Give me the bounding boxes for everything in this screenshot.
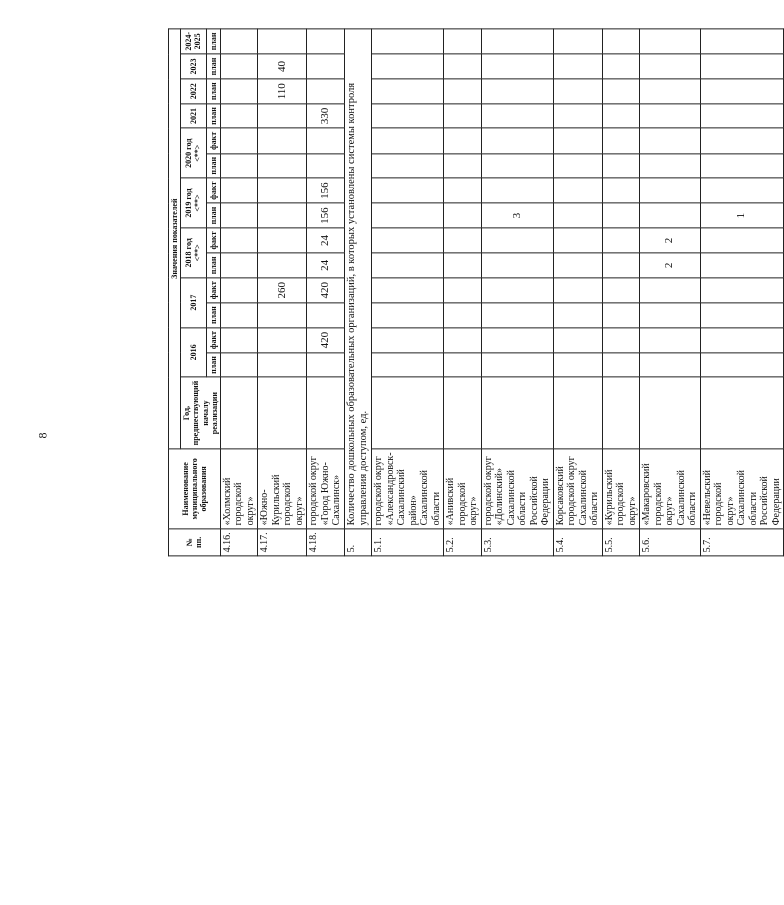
value-cell: 40: [258, 54, 307, 79]
value-cell: [220, 104, 258, 129]
header-year: 2016: [181, 328, 206, 378]
value-cell: [307, 128, 345, 153]
value-cell: [602, 228, 640, 253]
value-cell: [553, 303, 602, 328]
row-number: 5.3.: [481, 529, 553, 556]
value-cell: [372, 278, 444, 303]
value-cell: [640, 278, 701, 303]
value-cell: [220, 128, 258, 153]
value-cell: [444, 178, 482, 203]
indicators-table: [168, 28, 784, 556]
header-year: 2021: [181, 104, 206, 129]
value-cell: [602, 178, 640, 203]
value-cell: [444, 29, 482, 55]
value-cell: [640, 328, 701, 353]
value-cell: [481, 278, 553, 303]
header-plan: план: [206, 104, 220, 129]
value-cell: [553, 104, 602, 129]
section-title: Количество дошкольных образовательных организаций, в которых установлены системы контроля управления доступом, ед.: [344, 29, 371, 529]
value-cell: [481, 377, 553, 449]
header-year: 2017: [181, 278, 206, 328]
table-row: [307, 29, 345, 556]
value-cell: [444, 377, 482, 449]
value-cell: [220, 328, 258, 353]
table-row: [700, 29, 784, 556]
value-cell: [602, 377, 640, 449]
value-cell: [481, 128, 553, 153]
value-cell: [553, 178, 602, 203]
value-cell: 1: [700, 203, 784, 228]
value-cell: [640, 377, 701, 449]
value-cell: [307, 303, 345, 328]
value-cell: [258, 128, 307, 153]
value-cell: [372, 29, 444, 55]
value-cell: [258, 228, 307, 253]
header-plan: план: [206, 54, 220, 79]
header-plan: план: [206, 303, 220, 328]
value-cell: [258, 328, 307, 353]
value-cell: [602, 328, 640, 353]
value-cell: [640, 178, 701, 203]
value-cell: [553, 328, 602, 353]
value-cell: [700, 153, 784, 178]
header-fact: факт: [206, 128, 220, 153]
value-cell: [700, 228, 784, 253]
value-cell: [258, 377, 307, 449]
header-name: Наименование муниципального образования: [169, 449, 221, 529]
value-cell: [700, 303, 784, 328]
value-cell: [220, 29, 258, 55]
value-cell: [444, 203, 482, 228]
header-fact: факт: [206, 328, 220, 353]
value-cell: 110: [258, 79, 307, 104]
value-cell: [372, 203, 444, 228]
value-cell: [444, 328, 482, 353]
value-cell: [700, 104, 784, 129]
municipality-name: «Невельский городской округ» Сахалинской области Российской Федерации: [700, 449, 784, 529]
value-cell: [258, 203, 307, 228]
table-row: [220, 29, 258, 556]
value-cell: [640, 79, 701, 104]
value-cell: [553, 203, 602, 228]
table-row: [602, 29, 640, 556]
value-cell: [481, 328, 553, 353]
header-plan: план: [206, 253, 220, 278]
header-year: 2023: [181, 54, 206, 79]
value-cell: [372, 328, 444, 353]
value-cell: [700, 29, 784, 55]
municipality-name: «Холмский городской округ»: [220, 449, 258, 529]
value-cell: 420: [307, 278, 345, 303]
value-cell: [220, 303, 258, 328]
header-year: 2020 год <**>: [181, 128, 206, 178]
value-cell: [602, 128, 640, 153]
value-cell: [258, 153, 307, 178]
value-cell: [700, 278, 784, 303]
value-cell: 156: [307, 203, 345, 228]
value-cell: [372, 377, 444, 449]
value-cell: [444, 153, 482, 178]
municipality-name: «Курильский городской округ»: [602, 449, 640, 529]
section-row: [344, 29, 371, 556]
value-cell: [444, 54, 482, 79]
value-cell: [481, 303, 553, 328]
value-cell: [258, 104, 307, 129]
value-cell: [372, 79, 444, 104]
value-cell: [602, 79, 640, 104]
value-cell: [481, 104, 553, 129]
municipality-name: городской округ «Александровск-Сахалинский район» Сахалинской области: [372, 449, 444, 529]
value-cell: 2: [640, 228, 701, 253]
value-cell: [307, 54, 345, 79]
table-body: [220, 29, 783, 556]
value-cell: [220, 178, 258, 203]
value-cell: [220, 203, 258, 228]
value-cell: [553, 253, 602, 278]
value-cell: [220, 353, 258, 378]
value-cell: [444, 104, 482, 129]
value-cell: [258, 178, 307, 203]
value-cell: 24: [307, 228, 345, 253]
value-cell: 260: [258, 278, 307, 303]
value-cell: [481, 153, 553, 178]
value-cell: [444, 353, 482, 378]
value-cell: [602, 153, 640, 178]
value-cell: [700, 79, 784, 104]
row-number: 4.17.: [258, 529, 307, 556]
header-year: 2022: [181, 79, 206, 104]
value-cell: [220, 278, 258, 303]
row-number: 5.7.: [700, 529, 784, 556]
value-cell: [220, 228, 258, 253]
header-fact: факт: [206, 178, 220, 203]
value-cell: [553, 353, 602, 378]
row-number: 5.1.: [372, 529, 444, 556]
value-cell: [444, 128, 482, 153]
municipality-name: «Южно-Курильский городской округ»: [258, 449, 307, 529]
table-row: [481, 29, 553, 556]
header-base-year: Год, предшествующий началу реализации: [181, 377, 221, 449]
value-cell: [640, 353, 701, 378]
value-cell: [700, 328, 784, 353]
value-cell: [602, 104, 640, 129]
value-cell: 3: [481, 203, 553, 228]
municipality-name: «Макаровский городской округ» Сахалинской области: [640, 449, 701, 529]
value-cell: [372, 128, 444, 153]
table-row: [553, 29, 602, 556]
value-cell: [220, 377, 258, 449]
row-number: 4.16.: [220, 529, 258, 556]
value-cell: [372, 353, 444, 378]
value-cell: [640, 29, 701, 55]
value-cell: [220, 54, 258, 79]
value-cell: [444, 79, 482, 104]
municipality-name: «Анивский городской округ»: [444, 449, 482, 529]
value-cell: [553, 228, 602, 253]
value-cell: [602, 203, 640, 228]
header-plan: план: [206, 153, 220, 178]
value-cell: [640, 303, 701, 328]
value-cell: 2: [640, 253, 701, 278]
value-cell: [372, 253, 444, 278]
header-year: 2024-2025: [181, 29, 206, 55]
page-number: 8: [35, 432, 50, 439]
value-cell: [700, 178, 784, 203]
value-cell: [700, 128, 784, 153]
value-cell: [372, 228, 444, 253]
value-cell: 24: [307, 253, 345, 278]
value-cell: [700, 377, 784, 449]
municipality-name: городской округ «Долинский» Сахалинской области Российской Федерации: [481, 449, 553, 529]
value-cell: [372, 303, 444, 328]
value-cell: [640, 54, 701, 79]
row-number: 5.4.: [553, 529, 602, 556]
value-cell: [553, 79, 602, 104]
value-cell: [553, 29, 602, 55]
value-cell: [258, 253, 307, 278]
row-number: 5.6.: [640, 529, 701, 556]
value-cell: [444, 253, 482, 278]
value-cell: [640, 104, 701, 129]
header-plan: план: [206, 79, 220, 104]
value-cell: [444, 303, 482, 328]
value-cell: [372, 178, 444, 203]
value-cell: [700, 353, 784, 378]
value-cell: [602, 278, 640, 303]
value-cell: [602, 253, 640, 278]
header-values: Значения показателей: [169, 29, 181, 449]
header-fact: факт: [206, 278, 220, 303]
value-cell: [372, 153, 444, 178]
value-cell: 330: [307, 104, 345, 129]
value-cell: 420: [307, 328, 345, 353]
value-cell: [307, 377, 345, 449]
value-cell: [602, 29, 640, 55]
value-cell: [220, 153, 258, 178]
value-cell: [481, 79, 553, 104]
value-cell: [444, 278, 482, 303]
table-row: [258, 29, 307, 556]
value-cell: [640, 153, 701, 178]
value-cell: [372, 54, 444, 79]
value-cell: [553, 54, 602, 79]
header-no: № пп.: [169, 529, 221, 556]
value-cell: 156: [307, 178, 345, 203]
header-plan: план: [206, 203, 220, 228]
value-cell: [372, 104, 444, 129]
value-cell: [258, 29, 307, 55]
value-cell: [481, 29, 553, 55]
value-cell: [481, 253, 553, 278]
row-number: 5.5.: [602, 529, 640, 556]
value-cell: [307, 353, 345, 378]
value-cell: [481, 178, 553, 203]
header-plan: план: [206, 353, 220, 378]
value-cell: [481, 228, 553, 253]
value-cell: [481, 54, 553, 79]
row-number: 5.: [344, 529, 371, 556]
value-cell: [553, 278, 602, 303]
value-cell: [481, 353, 553, 378]
table-row: [372, 29, 444, 556]
value-cell: [640, 128, 701, 153]
value-cell: [553, 377, 602, 449]
value-cell: [700, 54, 784, 79]
value-cell: [258, 353, 307, 378]
municipality-name: Корсаковский городской округ Сахалинской области: [553, 449, 602, 529]
header-fact: факт: [206, 228, 220, 253]
value-cell: [602, 54, 640, 79]
table-row: [640, 29, 701, 556]
value-cell: [307, 79, 345, 104]
value-cell: [602, 303, 640, 328]
value-cell: [307, 29, 345, 55]
value-cell: [307, 153, 345, 178]
value-cell: [640, 203, 701, 228]
value-cell: [553, 153, 602, 178]
value-cell: [700, 253, 784, 278]
value-cell: [220, 253, 258, 278]
value-cell: [444, 228, 482, 253]
municipality-name: городской округ «Город Южно-Сахалинск»: [307, 449, 345, 529]
value-cell: [258, 303, 307, 328]
value-cell: [602, 353, 640, 378]
row-number: 5.2.: [444, 529, 482, 556]
header-year: 2018 год <**>: [181, 228, 206, 278]
header-year: 2019 год <**>: [181, 178, 206, 228]
row-number: 4.18.: [307, 529, 345, 556]
value-cell: [220, 79, 258, 104]
table-row: [444, 29, 482, 556]
value-cell: [553, 128, 602, 153]
header-plan: план: [206, 29, 220, 55]
